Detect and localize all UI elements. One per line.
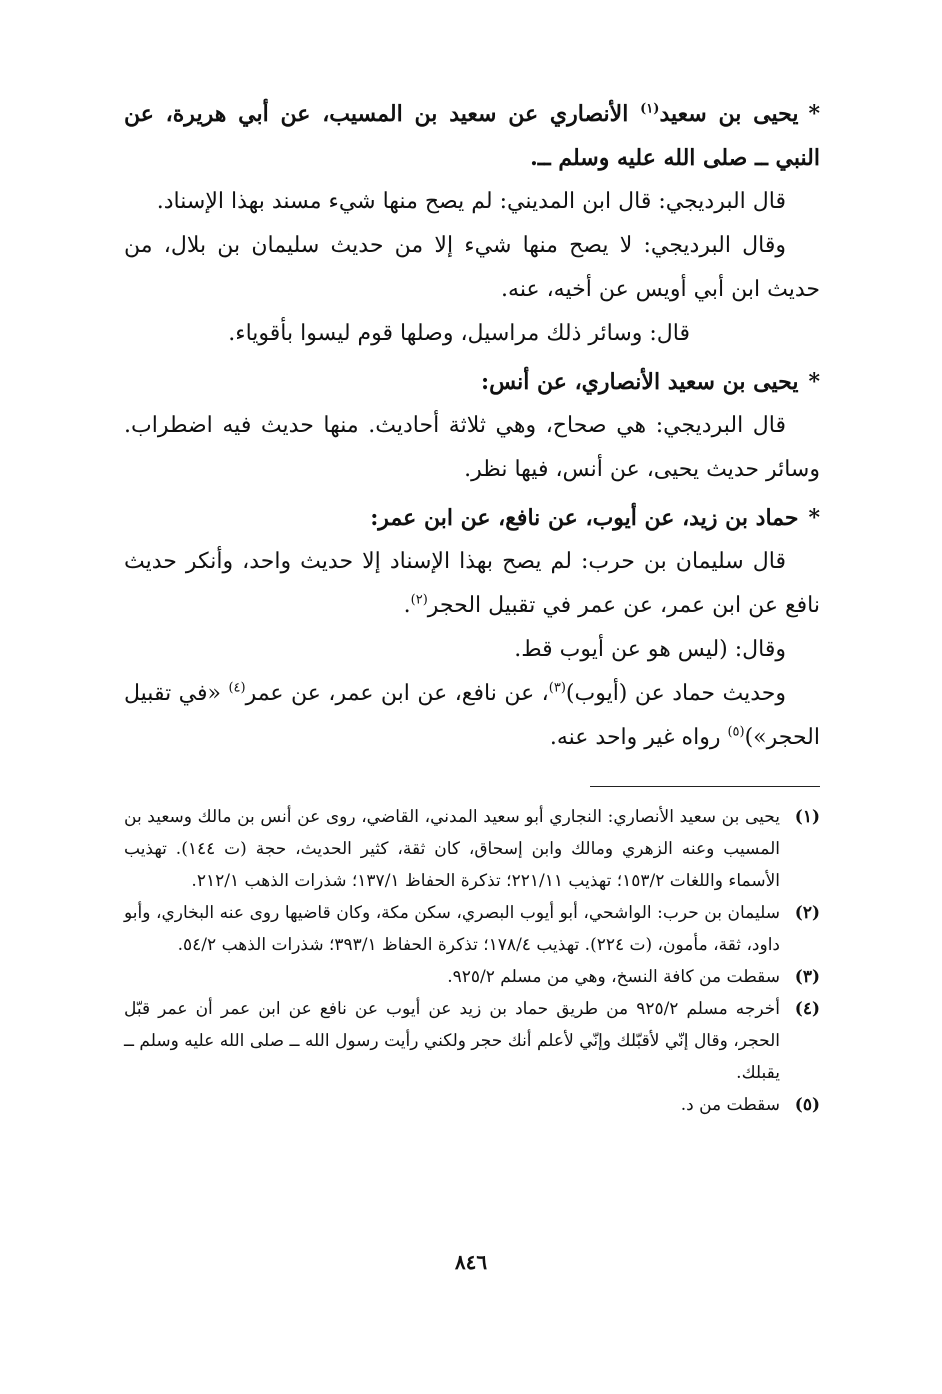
paragraph-text: ، عن نافع، عن ابن عمر، عن عمر: [245, 681, 549, 706]
paragraph-bardiji-ibn-madini: قال البرديجي: قال ابن المديني: لم يصح منها شيء مسند بهذا الإسناد.: [156, 189, 786, 214]
paragraph-laysa-huwa: وقال: (ليس هو عن أيوب قط.: [514, 637, 786, 662]
star-marker: *: [808, 505, 820, 531]
paragraph-text: .: [403, 593, 411, 618]
star-marker: *: [808, 101, 820, 127]
footnote-number: (١): [794, 807, 820, 827]
footnote-2: [124, 897, 820, 961]
paragraph-bardiji-sulayman: وقال البرديجي: لا يصح منها شيء إلا من حديث سليمان بن بلال، من حديث ابن أبي أويس عن أخيه، عنه.: [124, 233, 820, 302]
star-marker: *: [808, 369, 820, 395]
footnote-number: (٢): [794, 903, 820, 923]
footnote-text: سليمان بن حرب: الواشحي، أبو أيوب البصري، سكن مكة، وكان قاضيها روى عنه البخاري، وأبو داود، ثقة، مأمون، (ت ٢٢٤). تهذيب ١٧٨/٤؛ تذكرة الحفاظ ٣٩٣/١؛ شذرات الذهب ٥٤/٢.: [124, 903, 780, 955]
heading-text: يحيى بن سعيد: [659, 101, 799, 127]
heading-yahya-said-abu-hurayra: [124, 92, 820, 180]
paragraph-hadith-hammad: [124, 672, 820, 760]
main-text: [124, 92, 820, 760]
footnote-number: (٣): [794, 967, 820, 987]
footnote-text: سقطت من د.: [680, 1095, 780, 1115]
paragraph-bardiji-sihah: قال البرديجي: هي صحاح، وهي ثلاثة أحاديث. منها حديث فيه اضطراب. وسائر حديث يحيى، عن أنس، فيها نظر.: [124, 413, 820, 482]
heading-text: الأنصاري عن سعيد بن المسيب، عن أبي هريرة، عن النبي ــ صلى الله عليه وسلم ــ.: [124, 101, 820, 171]
footnote-text: أخرجه مسلم ٩٢٥/٢ من طريق حماد بن زيد عن أيوب عن نافع عن ابن عمر أن عمر قبّل الحجر، وقال إنّي لأقبّلك وإنّي لأعلم أنك حجر ولكني رأيت رسول الله ــ صلى الله عليه وسلم ــ يقبلك.: [124, 999, 780, 1083]
paragraph-text: قال سليمان بن حرب: لم يصح بهذا الإسناد إلا حديث واحد، وأنكر حديث نافع عن ابن عمر، عن عمر في تقبيل الحجر: [124, 549, 820, 618]
footnote-3: [124, 961, 820, 993]
paragraph-marasil: قال: وسائر ذلك مراسيل، وصلها قوم ليسوا بأقوياء.: [228, 321, 690, 346]
footnote-ref-1[interactable]: (١): [640, 101, 660, 117]
heading-hammad-ayyub: [124, 496, 820, 540]
footnote-number: (٤): [794, 999, 820, 1019]
footnote-number: (٥): [794, 1095, 820, 1115]
paragraph-text: وحديث حماد عن (أيوب): [565, 681, 786, 706]
footnote-ref-2[interactable]: (٢): [410, 592, 428, 608]
heading-text: حماد بن زيد، عن أيوب، عن نافع، عن ابن عمر:: [370, 505, 799, 531]
footnote-separator: [590, 786, 820, 787]
paragraph-text: «في تقبيل الحجر»): [124, 681, 820, 750]
footnote-4: [124, 993, 820, 1089]
heading-yahya-anas: [124, 360, 820, 404]
footnote-text: سقطت من كافة النسخ، وهي من مسلم ٩٢٥/٢.: [447, 967, 780, 987]
paragraph-text: رواه غير واحد عنه.: [549, 725, 728, 750]
page-number: ٨٤٦: [454, 1250, 488, 1274]
heading-text: يحيى بن سعيد الأنصاري، عن أنس:: [480, 369, 799, 395]
footnote-ref-3[interactable]: (٣): [548, 680, 566, 696]
footnote-ref-5[interactable]: (٥): [727, 724, 745, 740]
footnote-ref-4[interactable]: (٤): [228, 680, 246, 696]
footnote-5: [124, 1089, 820, 1121]
footnote-1: [124, 801, 820, 897]
footnotes: [124, 801, 820, 1121]
paragraph-sulayman-harb: [124, 540, 820, 628]
footnote-text: يحيى بن سعيد الأنصاري: النجاري أبو سعيد المدني، القاضي، روى عن أنس بن مالك وسعيد بن المسيب وعنه الزهري ومالك وابن إسحاق، كان ثقة، كثير الحديث، حجة (ت ١٤٤). تهذيب الأسماء واللغات ١٥٣/٢؛ تهذيب ٢٢١/١١؛ تذكرة الحفاظ ١٣٧/١؛ شذرات الذهب ٢١٢/١.: [124, 807, 781, 891]
